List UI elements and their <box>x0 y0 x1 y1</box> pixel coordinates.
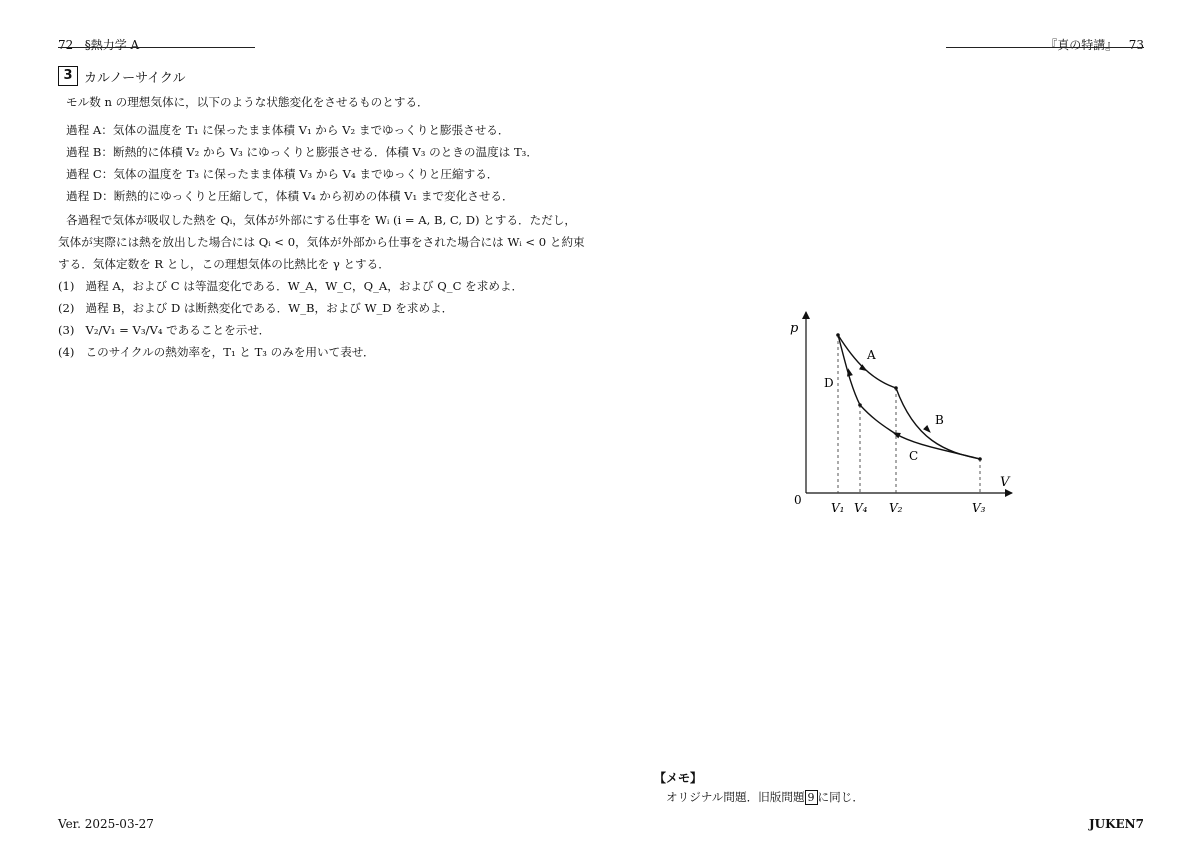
question-label: (3) <box>58 323 75 337</box>
problem-title: カルノーサイクル <box>84 70 186 86</box>
question-text: このサイクルの熱効率を，T₁ と T₃ のみを用いて表せ． <box>85 345 375 359</box>
tick-v4: V₄ <box>854 501 868 515</box>
right-page-number: 73 <box>1128 38 1144 52</box>
v-axis-label: V <box>1000 475 1010 490</box>
memo-text-before: オリジナル問題．旧版問題 <box>666 790 805 804</box>
memo-box-number: 9 <box>805 790 818 805</box>
label-process-d: D <box>824 376 834 390</box>
state-points <box>836 333 982 461</box>
question-4 <box>58 340 375 364</box>
label-process-a: A <box>867 348 876 362</box>
memo-text <box>666 789 864 805</box>
definition-line-2: 気体が実際には熱を放出した場合には Qᵢ < 0，気体が外部から仕事をされた場合には Wᵢ < 0 と約束 <box>58 235 585 249</box>
brand-footer: JUKEN7 <box>1088 817 1144 831</box>
process-c: 過程 C：気体の温度を T₃ に保ったまま体積 V₃ から V₄ までゆっくりと圧縮する． <box>66 167 499 181</box>
memo-title: 【メモ】 <box>654 771 703 785</box>
problem-number: 3 <box>58 66 78 86</box>
question-3 <box>58 318 270 342</box>
version-footer: Ver. 2025-03-27 <box>58 817 154 831</box>
tick-v2: V₂ <box>889 501 903 515</box>
problem-heading <box>58 66 186 86</box>
memo-text-after: に同じ． <box>817 790 864 804</box>
label-process-c: C <box>909 449 919 463</box>
process-d: 過程 D：断熱的にゆっくりと圧縮して，体積 V₄ から初めの体積 V₁ まで変化させる． <box>66 189 514 203</box>
question-label: (1) <box>58 279 75 293</box>
tick-v1: V₁ <box>831 501 845 515</box>
question-label: (4) <box>58 345 75 359</box>
question-text: 過程 B，および D は断熱変化である．W_B，および W_D を求めよ． <box>85 301 454 315</box>
label-process-b: B <box>935 413 944 427</box>
question-text: V₂/V₁ = V₃/V₄ であることを示せ． <box>85 323 271 337</box>
arrow-d <box>845 367 853 376</box>
definition-line-1: 各過程で気体が吸収した熱を Qᵢ，気体が外部にする仕事を Wᵢ (i = A, B, C, D) とする．ただし， <box>66 213 577 227</box>
state-point <box>836 333 840 337</box>
right-header-rule <box>946 47 1144 48</box>
question-text: 過程 A，および C は等温変化である．W_A，W_C，Q_A，および Q_C を求めよ． <box>85 279 524 293</box>
process-a: 過程 A：気体の温度を T₁ に保ったまま体積 V₁ から V₂ までゆっくりと膨張させる． <box>66 123 510 137</box>
left-header-rule <box>58 47 255 48</box>
state-point <box>858 403 862 407</box>
question-label: (2) <box>58 301 75 315</box>
question-2 <box>58 296 453 320</box>
state-point <box>894 386 898 390</box>
right-header-title: 『真の特講』 <box>1045 38 1118 52</box>
p-axis-label: p <box>790 321 799 336</box>
pv-diagram <box>780 300 1020 525</box>
right-page-header <box>1045 36 1144 53</box>
state-point <box>978 457 982 461</box>
process-b: 過程 B：断熱的に体積 V₂ から V₃ にゆっくりと膨張させる．体積 V₃ のときの温度は T₃． <box>66 145 538 159</box>
left-page-header <box>58 36 139 53</box>
left-section-title: §熱力学 A <box>84 38 140 52</box>
tick-v3: V₃ <box>972 501 986 515</box>
question-1 <box>58 274 523 298</box>
problem-intro: モル数 n の理想気体に，以下のような状態変化をさせるものとする． <box>66 95 429 109</box>
origin-label: 0 <box>794 493 802 507</box>
definition-line-3: する．気体定数を R とし，この理想気体の比熱比を γ とする． <box>58 257 390 271</box>
curve-c <box>860 405 980 459</box>
left-page-number: 72 <box>58 38 74 52</box>
